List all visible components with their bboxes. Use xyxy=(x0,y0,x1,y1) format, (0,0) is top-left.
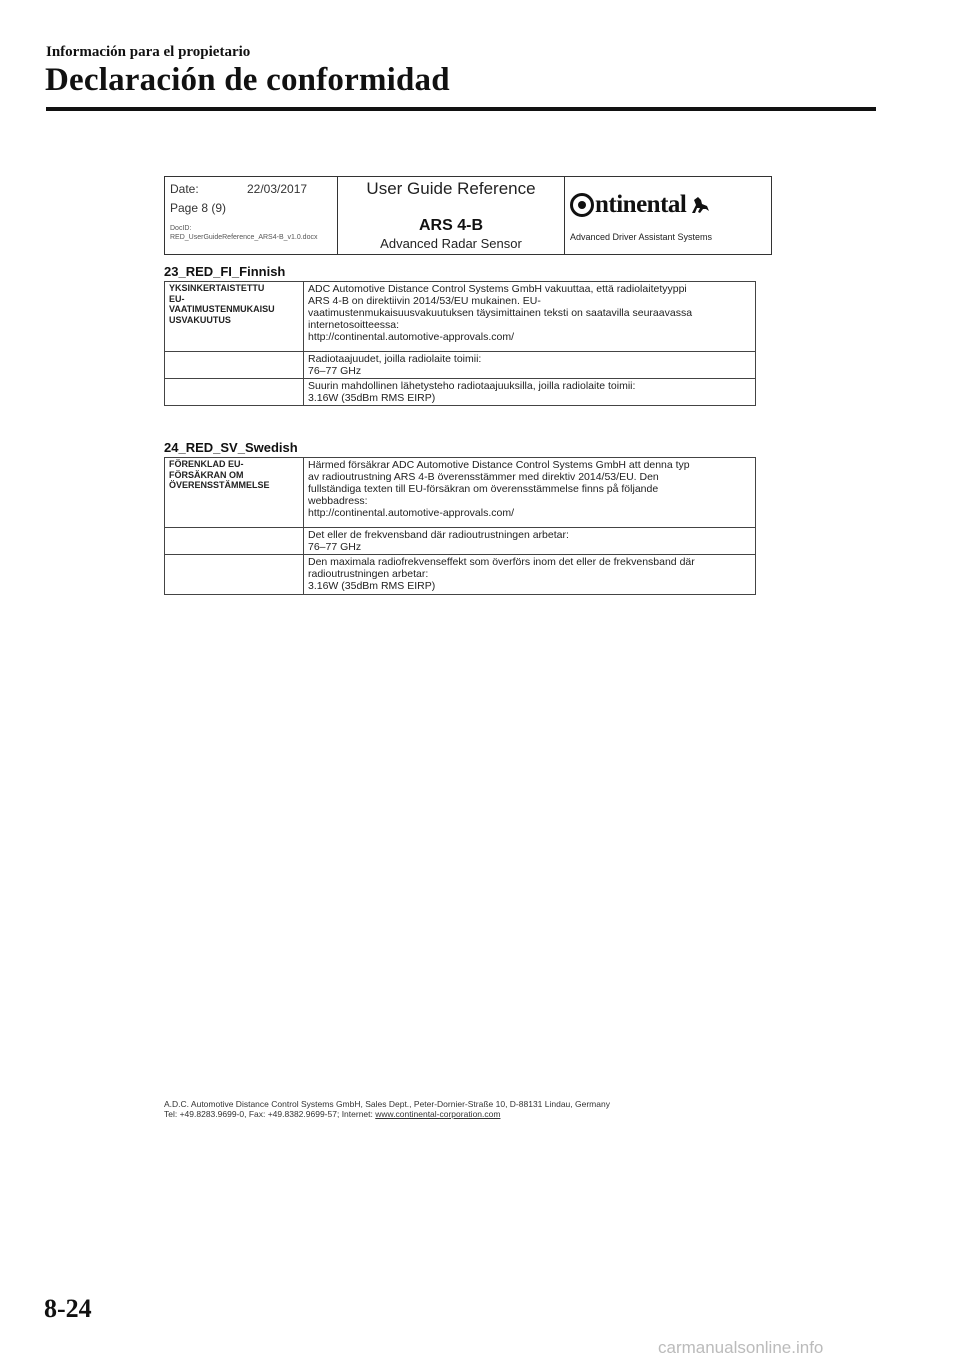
footer-contact xyxy=(164,1109,610,1119)
footer-address: A.D.C. Automotive Distance Control Systems GmbH, Sales Dept., Peter-Dornier-Straße 10, D-88131 Lindau, Germany xyxy=(164,1099,610,1109)
table-row xyxy=(165,555,756,595)
declaration-table-finnish xyxy=(164,281,756,406)
row-label xyxy=(165,555,304,595)
header-meta xyxy=(165,177,338,254)
header-title-block xyxy=(338,177,565,254)
section-title-swedish: 24_RED_SV_Swedish xyxy=(164,440,298,455)
page-title: Declaración de conformidad xyxy=(45,62,450,98)
declaration-table-swedish xyxy=(164,457,756,595)
row-text: Suurin mahdollinen lähetysteho radiotaajuuksilla, joilla radiolaite toimii: 3.16W (35dBm RMS EIRP) xyxy=(304,379,756,406)
row-text: ADC Automotive Distance Control Systems GmbH vakuuttaa, että radiolaitetyyppi ARS 4-B on direktiivin 2014/53/EU mukainen. EU- vaatimustenmukaisuusvakuutuksen täysimittainen teksti on saatavilla seuraavassa internetosoitteessa: http://continental.automotive-approvals.com/ xyxy=(304,282,756,352)
logo-o-icon xyxy=(570,193,594,217)
document-footer xyxy=(164,1099,610,1119)
row-text: Härmed försäkrar ADC Automotive Distance Control Systems GmbH att denna typ av radioutrustning ARS 4-B överensstämmer med direktiv 2014/53/EU. Den fullständiga texten till EU-försäkran om överensstämmelse finns på följande webbadress: http://continental.automotive-approvals.com/ xyxy=(304,458,756,528)
logo-text: ntinental xyxy=(595,191,687,218)
section-title-finnish: 23_RED_FI_Finnish xyxy=(164,264,286,279)
header-logo-block xyxy=(565,177,771,254)
page-number: 8-24 xyxy=(44,1294,92,1323)
table-row xyxy=(165,458,756,528)
row-text: Det eller de frekvensband där radioutrustningen arbetar: 76–77 GHz xyxy=(304,528,756,555)
title-rule xyxy=(46,107,876,111)
document-header xyxy=(164,176,772,255)
page-indicator: Page 8 (9) xyxy=(170,201,227,215)
row-label xyxy=(165,528,304,555)
section-label: Información para el propietario xyxy=(46,44,251,60)
table-row xyxy=(165,352,756,379)
table-row xyxy=(165,379,756,406)
product-name: ARS 4-B xyxy=(418,217,483,234)
division-name: Advanced Driver Assistant Systems xyxy=(570,232,713,242)
row-text: Radiotaajuudet, joilla radiolaite toimii: 76–77 GHz xyxy=(304,352,756,379)
row-label xyxy=(165,352,304,379)
row-label: YKSINKERTAISTETTU EU- VAATIMUSTENMUKAISU USVAKUUTUS xyxy=(165,282,304,352)
row-text: Den maximala radiofrekvenseffekt som överförs inom det eller de frekvensband där radioutrustningen arbetar: 3.16W (35dBm RMS EIRP) xyxy=(304,555,756,595)
product-subtitle: Advanced Radar Sensor xyxy=(380,236,522,251)
continental-logo xyxy=(570,191,711,219)
footer-phone: Tel: +49.8283.9699-0, Fax: +49.8382.9699-57; Internet: xyxy=(164,1109,376,1119)
row-label: FÖRENKLAD EU- FÖRSÄKRAN OM ÖVERENSSTÄMMELSE xyxy=(165,458,304,528)
table-row xyxy=(165,282,756,352)
date-label: Date: xyxy=(170,182,199,196)
row-label xyxy=(165,379,304,406)
doc-id: DocID: RED_UserGuideReference_ARS4-B_v1.0.docx xyxy=(170,225,318,241)
horse-icon xyxy=(689,194,711,216)
header-title: User Guide Reference xyxy=(366,179,536,198)
watermark: carmanualsonline.info xyxy=(658,1338,824,1357)
footer-website-link[interactable]: www.continental-corporation.com xyxy=(375,1109,501,1119)
table-row xyxy=(165,528,756,555)
date-value: 22/03/2017 xyxy=(247,182,308,196)
